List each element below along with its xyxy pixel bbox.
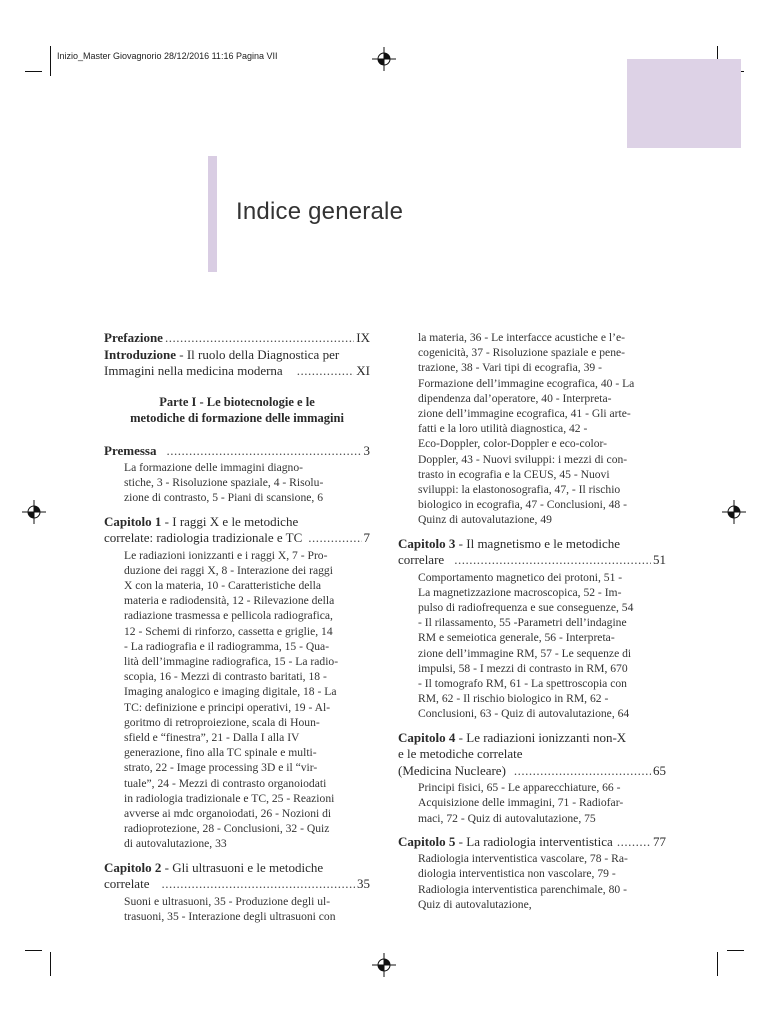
toc-entry-capitolo-3	[398, 536, 666, 553]
toc-subentry-line: TC: definizione e principi operativi, 19 - Al-	[124, 700, 331, 714]
toc-entry-title: Immagini nella medicina moderna	[104, 363, 283, 378]
toc-subentries	[398, 851, 666, 912]
toc-subentry-line: zione dell’immagine RM, 57 - Le sequenze di	[418, 646, 632, 660]
toc-subentry-line: Doppler, 43 - Nuovi sviluppi: i mezzi di con-	[418, 452, 628, 466]
toc-subentry-line: La formazione delle immagini diagno-	[124, 461, 303, 474]
toc-subentry-line: fatti e la loro utilità diagnostica, 42 -	[418, 422, 588, 436]
toc-entry-capitolo-4	[398, 730, 666, 747]
toc-subentries	[104, 894, 370, 924]
toc-subentry-line: diologia interventistica non vascolare, 79 -	[418, 867, 616, 881]
toc-subentry-line: 12 - Schemi di rinforzo, cassetta e griglie, 14	[124, 624, 333, 638]
toc-subentries-continued	[398, 330, 666, 528]
toc-entry-title: - Il ruolo della Diagnostica per	[176, 346, 340, 362]
toc-subentry-line: maci, 72 - Quiz di autovalutazione, 75	[418, 811, 596, 825]
toc-subentry-line: trazione, 38 - Vari tipi di ecografia, 39 -	[418, 361, 602, 375]
toc-subentry-line: Formazione dell’immagine ecografica, 40 - La	[418, 376, 635, 390]
toc-entry-label: Capitolo 2	[104, 859, 162, 875]
toc-page-number: IX	[356, 330, 370, 345]
registration-mark-top-icon	[372, 47, 396, 71]
toc-subentry-line: trasuoni, 35 - Interazione degli ultrasuoni con	[124, 909, 336, 923]
toc-subentry-line: X con la materia, 10 - Caratteristiche della	[124, 579, 322, 593]
toc-subentry-line: Quinz di autovalutazione, 49	[418, 513, 552, 527]
toc-subentry-line: duzione dei raggi X, 8 - Interazione dei raggi	[124, 563, 333, 577]
toc-entry-title: - Gli ultrasuoni e le metodiche	[161, 859, 324, 875]
toc-subentries	[398, 570, 666, 722]
toc-entry-label: Premessa	[104, 442, 157, 458]
toc-subentry-line: materia e radiodensità, 12 - Rilevazione della	[124, 594, 335, 608]
part-heading-line: Parte I - Le biotecnologie e le	[159, 394, 315, 409]
toc-entry-introduzione	[104, 347, 370, 364]
toc-subentry-line: Radiologia interventistica parenchimale, 80 -	[418, 882, 627, 896]
part-heading-line: metodiche di formazione delle immagini	[130, 411, 344, 425]
toc-entry-title: correlate: radiologia tradizionale e TC	[104, 530, 303, 546]
crop-mark-bottom-right-h	[727, 950, 744, 951]
toc-subentry-line: cogenicità, 37 - Risoluzione spaziale e pene-	[418, 346, 625, 360]
toc-entry-capitolo-3-line2	[398, 552, 666, 569]
toc-entry-title: - Il magnetismo e le metodiche	[455, 535, 621, 551]
toc-subentry-line: radioprotezione, 28 - Conclusioni, 32 - Quiz	[124, 822, 330, 836]
toc-subentry-line: di autovalutazione, 33	[124, 837, 227, 851]
toc-right-column	[398, 330, 666, 912]
crop-mark-top-left-h	[25, 71, 42, 72]
toc-entry-label: Capitolo 4	[398, 729, 456, 745]
toc-entry-label: Introduzione	[104, 346, 176, 362]
toc-leader-dots	[165, 330, 354, 347]
toc-entry-label: Capitolo 1	[104, 513, 162, 529]
toc-entry-title: - Le radiazioni ionizzanti non-X	[455, 729, 627, 745]
toc-leader-dots	[297, 363, 355, 380]
toc-subentry-line: sviluppi: la elastonosografia, 47, - Il rischio	[418, 483, 621, 497]
toc-entry-title: (Medicina Nucleare)	[398, 762, 506, 778]
toc-leader-dots	[161, 876, 355, 893]
toc-subentry-line: - La radiografia e il radiogramma, 15 - Qua-	[124, 639, 330, 653]
toc-page-number: 77	[653, 833, 666, 849]
toc-subentry-line: Le radiazioni ionizzanti e i raggi X, 7 - Pro-	[124, 548, 328, 562]
toc-entry-capitolo-1-line2	[104, 530, 370, 547]
toc-subentry-line: RM, 62 - Il rischio biologico in RM, 62 -	[418, 692, 609, 706]
toc-entry-heading	[398, 834, 613, 851]
toc-subentry-line: goritmo di retroproiezione, scala di Houn-	[124, 715, 320, 729]
toc-subentry-line: Principi fisici, 65 - Le apparecchiature, 66 -	[418, 781, 621, 795]
toc-subentry-line: impulsi, 58 - I mezzi di contrasto in RM, 670	[418, 661, 628, 675]
toc-entry-capitolo-5	[398, 834, 666, 851]
page-title: Indice generale	[236, 198, 404, 225]
toc-entry-capitolo-2-line2	[104, 876, 370, 893]
toc-leader-dots	[166, 443, 361, 460]
toc-page-number: 35	[357, 876, 370, 892]
toc-subentries	[104, 548, 370, 852]
toc-entry-capitolo-2	[104, 860, 370, 877]
toc-leader-dots	[308, 530, 361, 547]
toc-subentry-line: Eco-Doppler, color-Doppler e eco-color-	[418, 437, 607, 451]
toc-subentry-line: generazione, fino alla TC spinale e multi-	[124, 746, 317, 760]
toc-subentry-line: scopia, 16 - Mezzi di contrasto baritati, 18 -	[124, 670, 327, 684]
toc-entry-title: - I raggi X e le metodiche	[161, 513, 299, 529]
toc-subentries	[104, 460, 370, 506]
crop-mark-bottom-left-h	[25, 950, 42, 951]
toc-subentry-line: - Il tomografo RM, 61 - La spettroscopia con	[418, 677, 627, 691]
print-slug: Inizio_Master Giovagnorio 28/12/2016 11:16 Pagina VII	[57, 51, 278, 61]
toc-subentry-line: tuale”, 24 - Mezzi di contrasto organoiodati	[124, 776, 327, 790]
toc-subentry-line: trasto in ecografia e la CEUS, 45 - Nuovi	[418, 467, 610, 481]
toc-subentry-line: zione dell’immagine ecografica, 41 - Gli arte-	[418, 407, 631, 421]
toc-subentry-line: sfield e “finestra”, 21 - Dalla I alla IV	[124, 731, 300, 745]
toc-left-column	[104, 330, 370, 924]
toc-subentry-line: lità dell’immagine radiografica, 15 - La radio-	[124, 655, 339, 669]
toc-page-number: XI	[356, 363, 370, 378]
toc-entry-label: Capitolo 3	[398, 535, 456, 551]
toc-subentry-line: stiche, 3 - Risoluzione spaziale, 4 - Risolu-	[124, 476, 324, 490]
toc-entry-prefazione	[104, 330, 370, 347]
toc-subentries	[398, 780, 666, 826]
toc-subentry-line: Conclusioni, 63 - Quiz di autovalutazione, 64	[418, 707, 630, 721]
toc-subentry-line: dipendenza dal’operatore, 40 - Interpreta-	[418, 391, 612, 405]
toc-entry-title: correlare	[398, 552, 445, 568]
toc-entry-title: correlate	[104, 876, 150, 892]
toc-leader-dots	[454, 552, 651, 569]
toc-subentry-line: la materia, 36 - Le interfacce acustiche e l’e-	[418, 331, 625, 344]
toc-leader-dots	[617, 834, 651, 851]
toc-entry-title: - La radiologia interventistica	[455, 833, 613, 849]
toc-entry-introduzione-line2	[104, 363, 370, 380]
toc-entry-label: Prefazione	[104, 330, 163, 345]
toc-subentry-line: Acquisizione delle immagini, 71 - Radiofar-	[418, 796, 624, 810]
toc-subentry-line: Radiologia interventistica vascolare, 78 - Ra-	[418, 852, 628, 866]
toc-page-number: 7	[363, 530, 370, 546]
title-accent-bar	[208, 156, 217, 272]
toc-subentry-line: avverse ai mdc organoiodati, 26 - Nozioni di	[124, 807, 332, 821]
registration-mark-right-icon	[722, 500, 746, 524]
crop-mark-bottom-left-v	[50, 952, 51, 976]
toc-subentry-line: Comportamento magnetico dei protoni, 51 -	[418, 570, 623, 584]
toc-subentry-line: - Il rilassamento, 55 -Parametri dell’indagine	[418, 616, 627, 630]
toc-subentry-line: biologico in ecografia, 47 - Conclusioni, 48 -	[418, 498, 627, 512]
part-heading	[104, 394, 370, 427]
toc-subentry-line: RM e semeiotica generale, 56 - Interpreta-	[418, 631, 615, 645]
toc-entry-premessa	[104, 443, 370, 460]
toc-subentry-line: La magnetizzazione macroscopica, 52 - Im-	[418, 585, 622, 599]
toc-entry-capitolo-4-line3	[398, 763, 666, 780]
toc-entry-capitolo-1	[104, 514, 370, 531]
crop-mark-top-left-v	[50, 46, 51, 76]
toc-subentry-line: in radiologia tradizionale e TC, 25 - Reazioni	[124, 791, 335, 805]
toc-subentry-line: radiazione trasmessa e pellicola radiografica,	[124, 609, 333, 623]
registration-mark-bottom-icon	[372, 953, 396, 977]
toc-subentry-line: Suoni e ultrasuoni, 35 - Produzione degli ul-	[124, 894, 331, 908]
toc-subentry-line: Quiz di autovalutazione,	[418, 897, 532, 911]
crop-mark-bottom-right-v	[717, 952, 718, 976]
toc-page-number: 51	[653, 552, 666, 568]
toc-subentry-line: Imaging analogico e imaging digitale, 18 - La	[124, 685, 337, 699]
registration-mark-left-icon	[22, 500, 46, 524]
toc-subentry-line: pulso di radiofrequenza e sue conseguenze, 54	[418, 601, 634, 615]
toc-entry-capitolo-4-line2: e le metodiche correlate	[398, 746, 523, 762]
toc-subentry-line: strato, 22 - Image processing 3D e il “vir-	[124, 761, 318, 775]
toc-page-number: 65	[653, 762, 666, 778]
toc-leader-dots	[514, 763, 651, 780]
corner-color-block	[627, 59, 741, 148]
toc-entry-label: Capitolo 5	[398, 833, 456, 849]
toc-page-number: 3	[363, 442, 370, 458]
toc-subentry-line: zione di contrasto, 5 - Piani di scansione, 6	[124, 491, 323, 505]
